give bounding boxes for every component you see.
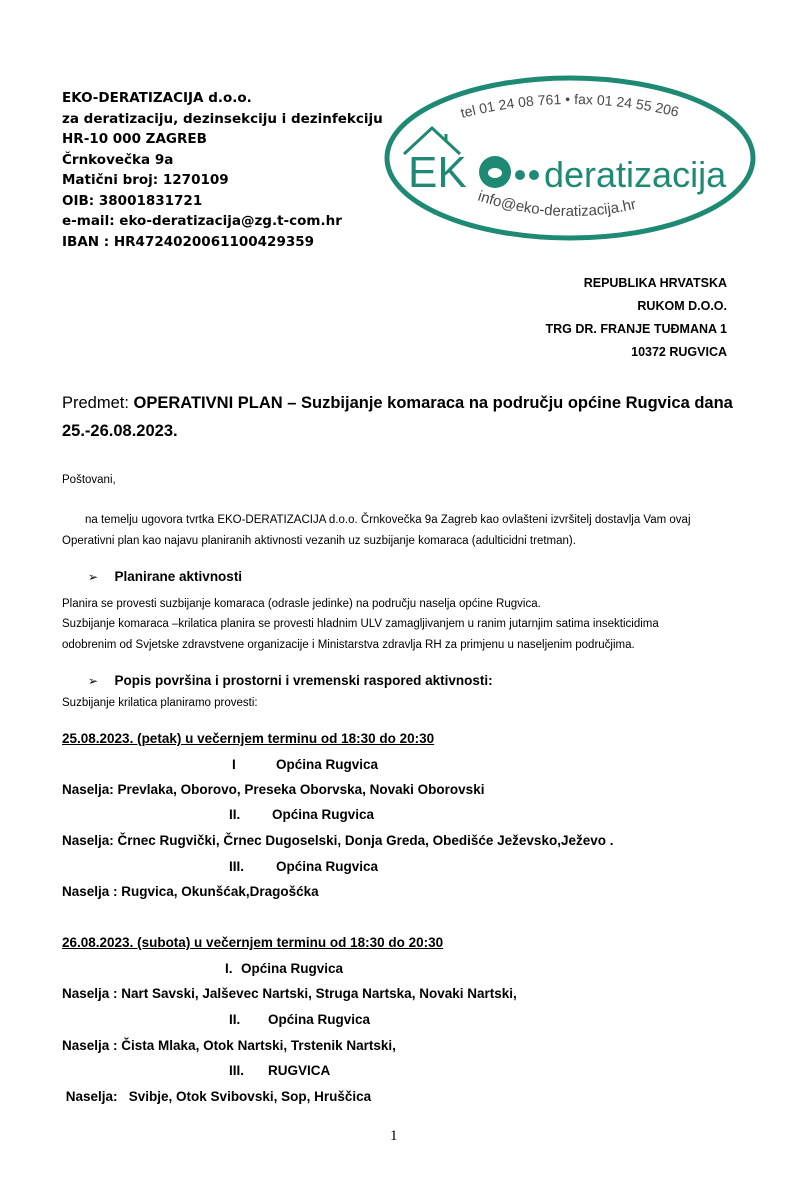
- section1-line-2: Suzbijanje komaraca –krilatica planira se provesti hladnim ULV zamagljivanjem u ranim jutarnjim satima insekticidima: [62, 618, 659, 630]
- section1-line-1: Planira se provesti suzbijanje komaraca (odrasle jedinke) na području naselja općine Rugvica.: [62, 598, 541, 610]
- section-title: Planirane aktivnosti: [114, 569, 243, 584]
- intro-line-1: na temelju ugovora tvrtka EKO-DERATIZACIJA d.o.o. Črnkovečka 9a Zagreb kao ovlašteni izvršitelj dostavlja Vam ovaj: [85, 514, 691, 526]
- day2-group-1-title: Općina Rugvica: [241, 961, 344, 976]
- subject: [62, 389, 733, 445]
- sender-email: e-mail: eko-deratizacija@zg.t-com.hr: [62, 213, 342, 229]
- day2-group-2-places: Naselja : Čista Mlaka, Otok Nartski, Trstenik Nartski,: [62, 1038, 396, 1053]
- day1-group-2-roman: II.: [229, 807, 241, 822]
- sender-city: HR-10 000 ZAGREB: [62, 131, 207, 147]
- section2-intro: Suzbijanje krilatica planiramo provesti:: [62, 697, 258, 709]
- day1-group-3-title: Općina Rugvica: [276, 859, 379, 874]
- day2-group-3-roman: III.: [229, 1063, 245, 1078]
- recipient-company: RUKOM D.O.O.: [637, 299, 727, 313]
- logo-dot-1-icon: [515, 170, 525, 180]
- day2-group-1-roman: I.: [225, 961, 233, 976]
- day2-group-3-places: Naselja: Svibje, Otok Svibovski, Sop, Hruščica: [62, 1089, 372, 1104]
- sender-street: Črnkovečka 9a: [62, 151, 174, 168]
- day1-group-3-roman: III.: [229, 859, 245, 874]
- day1-group-3-places: Naselja : Rugvica, Okunšćak,Dragošćka: [62, 884, 319, 899]
- day1-date: 25.08.2023. (petak) u večernjem terminu od 18:30 do 20:30: [62, 731, 435, 746]
- day1-group-1-title: Općina Rugvica: [276, 757, 379, 772]
- company-logo: [382, 72, 762, 244]
- day2-group-2-title: Općina Rugvica: [268, 1012, 371, 1027]
- sender-block: [62, 88, 383, 252]
- subject-dates: 25.-26.08.2023.: [62, 422, 178, 440]
- sender-registration-number: Matični broj: 1270109: [62, 172, 229, 188]
- section1-line-3: odobrenim od Svjetske zdravstvene organizacije i Ministarstva zdravlja RH za primjenu u naseljenim područjima.: [62, 639, 635, 651]
- arrow-bullet-icon: ➢: [88, 570, 99, 584]
- sender-company-name: EKO-DERATIZACIJA d.o.o.: [62, 90, 252, 106]
- day1-group-1-places: Naselja: Prevlaka, Oborovo, Preseka Oborvska, Novaki Oborovski: [62, 782, 485, 797]
- subject-title: OPERATIVNI PLAN – Suzbijanje komaraca na području općine Rugvica dana: [133, 394, 733, 412]
- day2-group-2-roman: II.: [229, 1012, 241, 1027]
- recipient-street: TRG DR. FRANJE TUĐMANA 1: [545, 322, 727, 336]
- arrow-bullet-icon: ➢: [88, 674, 99, 688]
- sender-oib: OIB: 38001831721: [62, 192, 203, 209]
- recipient-block: [546, 272, 727, 364]
- logo-phone: tel 01 24 08 761 • fax 01 24 55 206: [458, 90, 681, 121]
- day2-group-3-title: RUGVICA: [268, 1063, 331, 1078]
- recipient-city: 10372 RUGVICA: [631, 345, 727, 359]
- day2-group-1-places: Naselja : Nart Savski, Jalševec Nartski, Struga Nartska, Novaki Nartski,: [62, 986, 517, 1001]
- section-planned-activities-heading: [88, 568, 242, 586]
- subject-prefix: Predmet:: [62, 394, 134, 412]
- sender-activity: za deratizaciju, dezinsekciju i dezinfekciju: [62, 110, 383, 127]
- greeting: Poštovani,: [62, 474, 116, 486]
- page-number: 1: [390, 1128, 398, 1144]
- bug-icon: [488, 168, 502, 178]
- logo-email: info@eko-deratizacija.hr: [475, 187, 638, 221]
- logo-brand-text: deratizacija: [544, 154, 727, 195]
- day1-group-1-roman: I: [232, 757, 236, 772]
- logo-eko-text: EK: [408, 148, 467, 197]
- intro-line-2: Operativni plan kao najavu planiranih aktivnosti vezanih uz suzbijanje komaraca (adulticidni tretman).: [62, 535, 576, 547]
- section-title: Popis površina i prostorni i vremenski raspored aktivnosti:: [114, 673, 493, 688]
- day2-date: 26.08.2023. (subota) u večernjem terminu od 18:30 do 20:30: [62, 935, 444, 950]
- logo-dot-2-icon: [529, 170, 539, 180]
- recipient-country: REPUBLIKA HRVATSKA: [583, 276, 727, 290]
- section-schedule-heading: [88, 672, 493, 690]
- day1-group-2-title: Općina Rugvica: [272, 807, 375, 822]
- day1-group-2-places: Naselja: Črnec Rugvički, Črnec Dugoselski, Donja Greda, Obedišće Ježevsko,Ježevo .: [62, 833, 614, 848]
- sender-iban: IBAN : HR4724020061100429359: [62, 233, 315, 250]
